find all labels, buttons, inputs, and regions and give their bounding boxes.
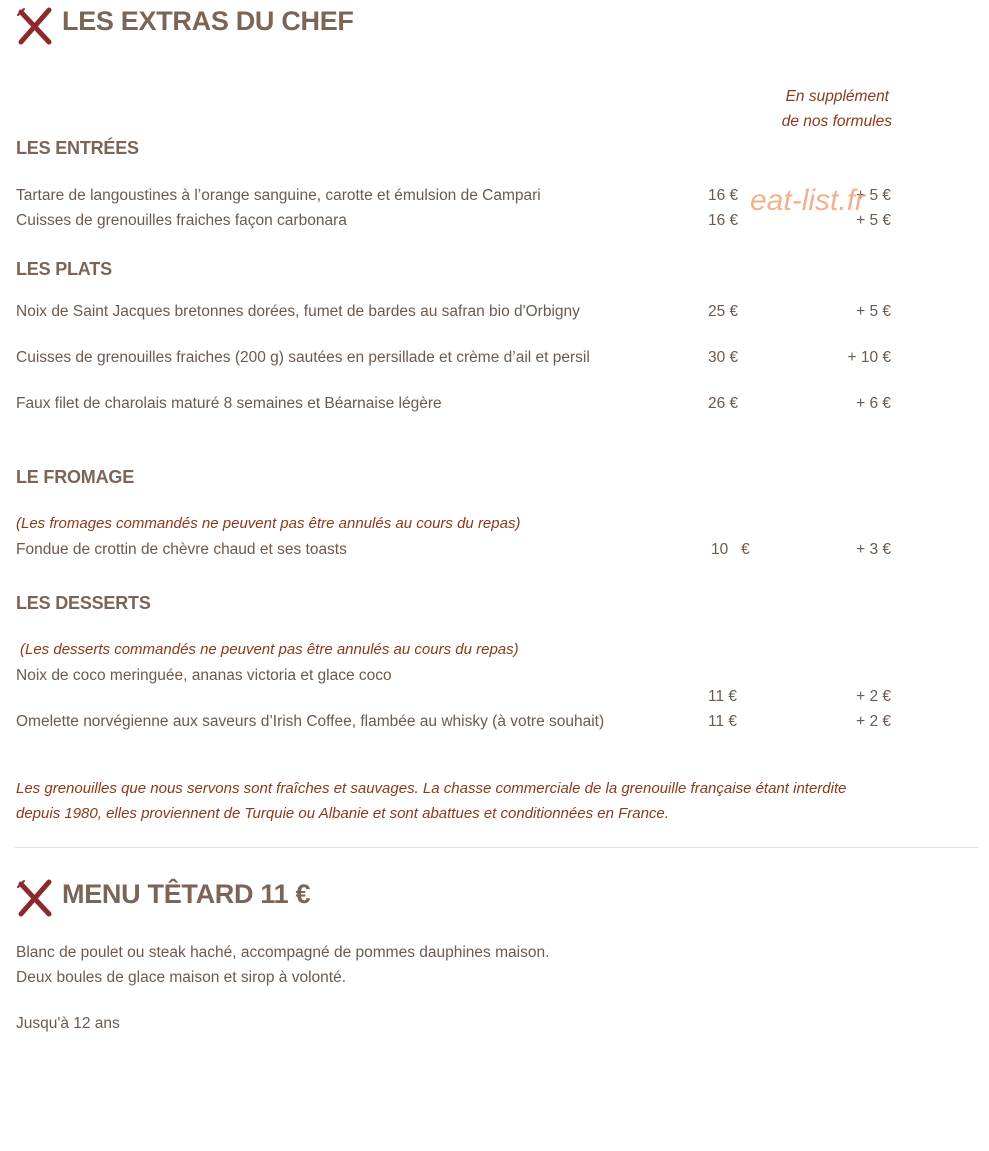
entree-item-1-price: 16 € <box>708 187 739 204</box>
fromage-item-1-supplement: + 3 € <box>856 541 891 558</box>
fromage-heading: LE FROMAGE <box>16 467 134 487</box>
desserts-note: (Les desserts commandés ne peuvent pas être annulés au cours du repas) <box>20 641 519 658</box>
entree-item-2-price: 16 € <box>708 212 739 229</box>
fromage-item-1-price: 10 € <box>711 541 750 558</box>
fork-knife-icon <box>15 878 55 918</box>
dessert-item-1-name: Noix de coco meringuée, ananas victoria et glace coco <box>16 667 392 684</box>
tetard-line1: Blanc de poulet ou steak haché, accompagné de pommes dauphines maison. <box>16 944 550 961</box>
tetard-age: Jusqu'à 12 ans <box>16 1015 120 1032</box>
entree-item-2-supplement: + 5 € <box>856 212 891 229</box>
fromage-note: (Les fromages commandés ne peuvent pas être annulés au cours du repas) <box>16 515 521 532</box>
dessert-item-2-name: Omelette norvégienne aux saveurs d’Irish Coffee, flambée au whisky (à votre souhait) <box>16 713 605 730</box>
entree-item-2-name: Cuisses de grenouilles fraiches façon carbonara <box>16 212 347 229</box>
fromage-item-1-name: Fondue de crottin de chèvre chaud et ses toasts <box>16 541 347 558</box>
fork-knife-icon <box>15 6 55 46</box>
plat-item-2-price: 30 € <box>708 349 739 366</box>
supplement-label-line2: de nos formules <box>781 113 892 130</box>
plat-item-3-name: Faux filet de charolais maturé 8 semaines et Béarnaise légère <box>16 395 442 412</box>
entree-item-1-supplement: + 5 € <box>856 187 891 204</box>
grenouilles-note-line2: depuis 1980, elles proviennent de Turquie ou Albanie et sont abattues et conditionnées en France. <box>16 805 669 822</box>
watermark: eat-list.fr <box>750 184 866 217</box>
plats-heading: LES PLATS <box>16 259 112 279</box>
plat-item-3-price: 26 € <box>708 395 739 412</box>
dessert-item-1-price: 11 € <box>708 688 738 705</box>
dessert-item-2-price: 11 € <box>708 713 738 730</box>
plat-item-2-supplement: + 10 € <box>847 349 891 366</box>
grenouilles-note-line1: Les grenouilles que nous servons sont fraîches et sauvages. La chasse commerciale de la grenouille française étant interdite <box>16 780 847 797</box>
entrees-heading: LES ENTRÉES <box>16 138 139 158</box>
plat-item-1-price: 25 € <box>708 303 739 320</box>
entree-item-1-name: Tartare de langoustines à l’orange sanguine, carotte et émulsion de Campari <box>16 187 541 204</box>
tetard-line2: Deux boules de glace maison et sirop à volonté. <box>16 969 347 986</box>
supplement-label-line1: En supplément <box>785 88 889 105</box>
section-divider <box>15 847 979 848</box>
dessert-item-2-supplement: + 2 € <box>856 713 891 730</box>
desserts-heading: LES DESSERTS <box>16 593 151 613</box>
extras-title: LES EXTRAS DU CHEF <box>62 6 354 36</box>
tetard-title: MENU TÊTARD 11 € <box>62 879 311 909</box>
plat-item-3-supplement: + 6 € <box>856 395 891 412</box>
plat-item-2-name: Cuisses de grenouilles fraiches (200 g) sautées en persillade et crème d’ail et persil <box>16 349 590 366</box>
plat-item-1-name: Noix de Saint Jacques bretonnes dorées, fumet de bardes au safran bio d'Orbigny <box>16 303 580 320</box>
dessert-item-1-supplement: + 2 € <box>856 688 891 705</box>
plat-item-1-supplement: + 5 € <box>856 303 891 320</box>
